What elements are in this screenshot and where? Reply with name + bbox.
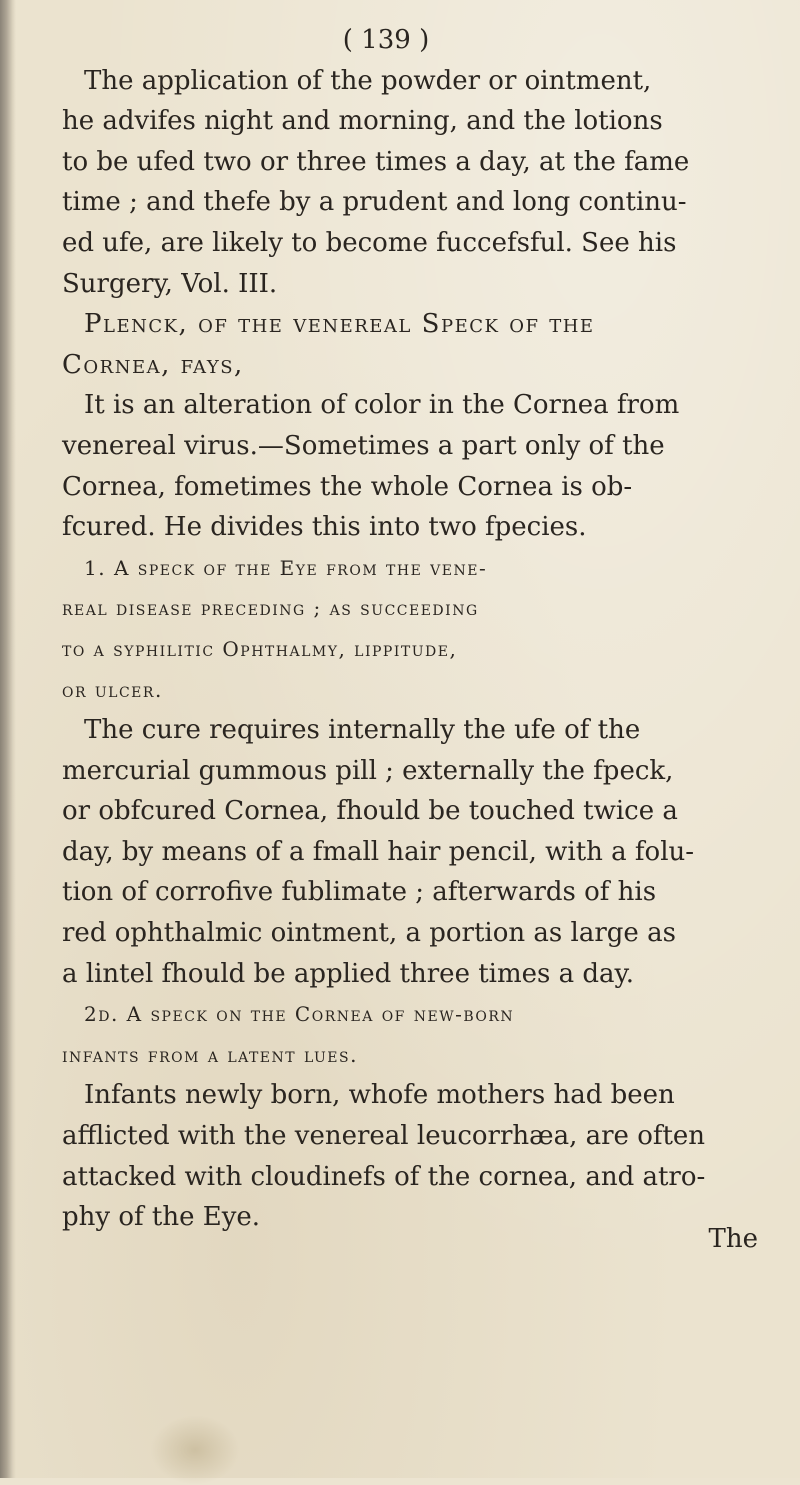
text-line: tion of corrofive fublimate ; afterwards of his xyxy=(62,877,657,908)
binding-gutter xyxy=(0,0,16,1478)
text-line: red ophthalmic ointment, a portion as large as xyxy=(62,918,676,949)
section-heading-line: 2d. A speck on the Cornea of new-born xyxy=(84,1002,515,1027)
text-line: time ; and thefe by a prudent and long continu- xyxy=(62,187,687,218)
catchword: The xyxy=(708,1224,758,1255)
text-line: mercurial gummous pill ; externally the fpeck, xyxy=(62,755,674,786)
text-line: or obfcured Cornea, fhould be touched twice a xyxy=(62,796,678,827)
text-line: ed ufe, are likely to become fuccefsful. See his xyxy=(62,227,677,258)
text-line: venereal virus.—Sometimes a part only of the xyxy=(62,430,665,461)
text-line: to be ufed two or three times a day, at the fame xyxy=(62,146,690,177)
page-number: ( 139 ) xyxy=(342,25,430,55)
text-line: The application of the powder or ointment, xyxy=(84,65,652,96)
section-heading-line: real disease preceding ; as succeeding xyxy=(62,596,479,621)
text-line: day, by means of a fmall hair pencil, with a folu- xyxy=(62,836,695,867)
text-line: Plenck, of the venereal Speck of the xyxy=(84,309,595,340)
page-text xyxy=(56,20,776,1255)
paper-stain xyxy=(150,1415,240,1485)
text-line: he advifes night and morning, and the lotions xyxy=(62,106,663,137)
text-line: attacked with cloudinefs of the cornea, and atro- xyxy=(62,1161,706,1192)
last-line xyxy=(56,1197,776,1255)
text-line: Surgery, Vol. III. xyxy=(62,268,278,299)
section-heading-line: or ulcer. xyxy=(62,677,163,702)
text-line: Cornea, fometimes the whole Cornea is ob- xyxy=(62,471,633,502)
section-heading-line: to a syphilitic Ophthalmy, lippitude, xyxy=(62,636,458,661)
text-line: The cure requires internally the ufe of the xyxy=(84,715,641,746)
text-line: fcured. He divides this into two fpecies. xyxy=(62,512,587,543)
text-line: Cornea, fays, xyxy=(62,349,244,380)
section-heading-line: infants from a latent lues. xyxy=(62,1042,358,1067)
text-line: Infants newly born, whofe mothers had been xyxy=(84,1080,675,1111)
text-line: afflicted with the venereal leucorrhæa, are often xyxy=(62,1121,706,1152)
section-heading-line: 1. A speck of the Eye from the vene- xyxy=(84,555,488,580)
text-line: a lintel fhould be applied three times a day. xyxy=(62,958,635,989)
text-line: It is an alteration of color in the Cornea from xyxy=(84,390,680,421)
text-line: phy of the Eye. xyxy=(62,1202,261,1233)
